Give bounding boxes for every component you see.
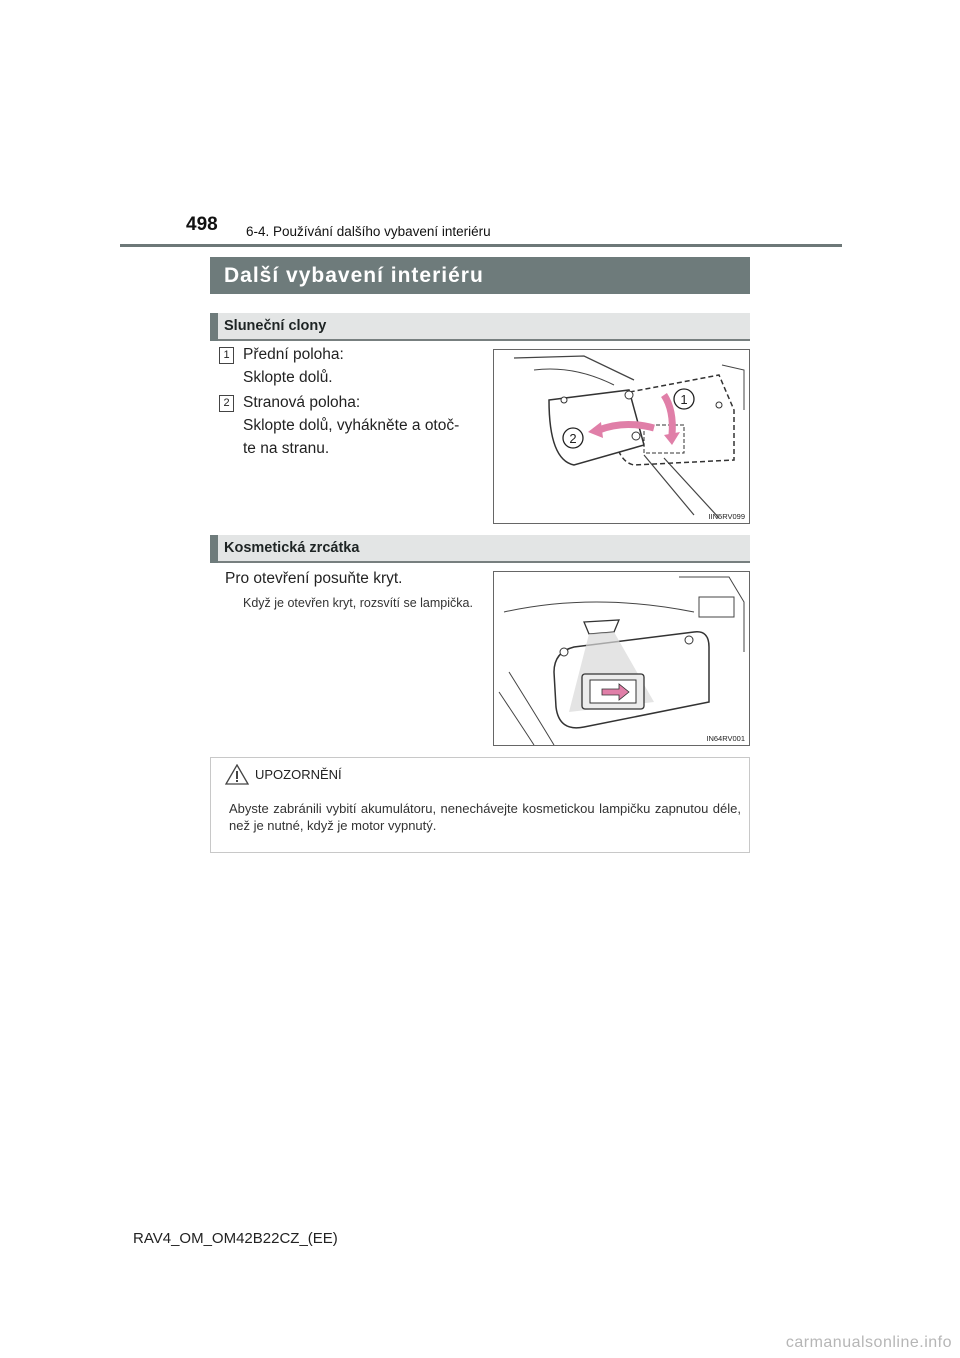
subsection-heading-label: Sluneční clony [224,318,327,334]
warning-icon [225,764,249,785]
item-1-text: Přední poloha: Sklopte dolů. [243,346,344,386]
document-code: RAV4_OM_OM42B22CZ_(EE) [133,1230,338,1247]
header-rule [120,244,842,247]
vanity-mirror-illustration [493,571,750,746]
chapter-title: 6-4. Používání dalšího vybavení interiéru [246,224,491,239]
section-title-bar [210,257,750,294]
callout-1: 1 [680,392,688,407]
subsection-heading-label: Kosmetická zrcátka [224,540,360,556]
sun-visor-illustration [493,349,750,524]
item-2-text: Stranová poloha: Sklopte dolů, vyhákněte a otoč- te na stranu. [243,394,460,457]
vanity-mirror-note: Když je otevřen kryt, rozsvítí se lampička. [243,596,473,610]
page-number: 498 [186,214,218,235]
item-number-2: 2 [219,395,234,412]
section-title: Další vybavení interiéru [224,264,484,287]
caution-text: Abyste zabránili vybití akumulátoru, nenechávejte kosmetickou lampičku zapnutou déle, než je nutné, když je motor vypnutý. [229,801,741,833]
callout-2: 2 [569,431,577,446]
vanity-mirror-instruction: Pro otevření posuňte kryt. [225,570,403,587]
caution-title: UPOZORNĚNÍ [255,767,342,782]
figure-code: IIN5RV099 [708,512,745,521]
sun-visor-drawing [494,350,749,523]
item-number-1: 1 [219,347,234,364]
subsection-heading-vanity-mirrors [210,535,750,563]
figure-code: IN64RV001 [706,734,745,743]
vanity-mirror-drawing [494,572,749,745]
caution-box [210,757,750,853]
subsection-heading-sun-visors [210,313,750,341]
watermark: carmanualsonline.info [785,1334,952,1351]
